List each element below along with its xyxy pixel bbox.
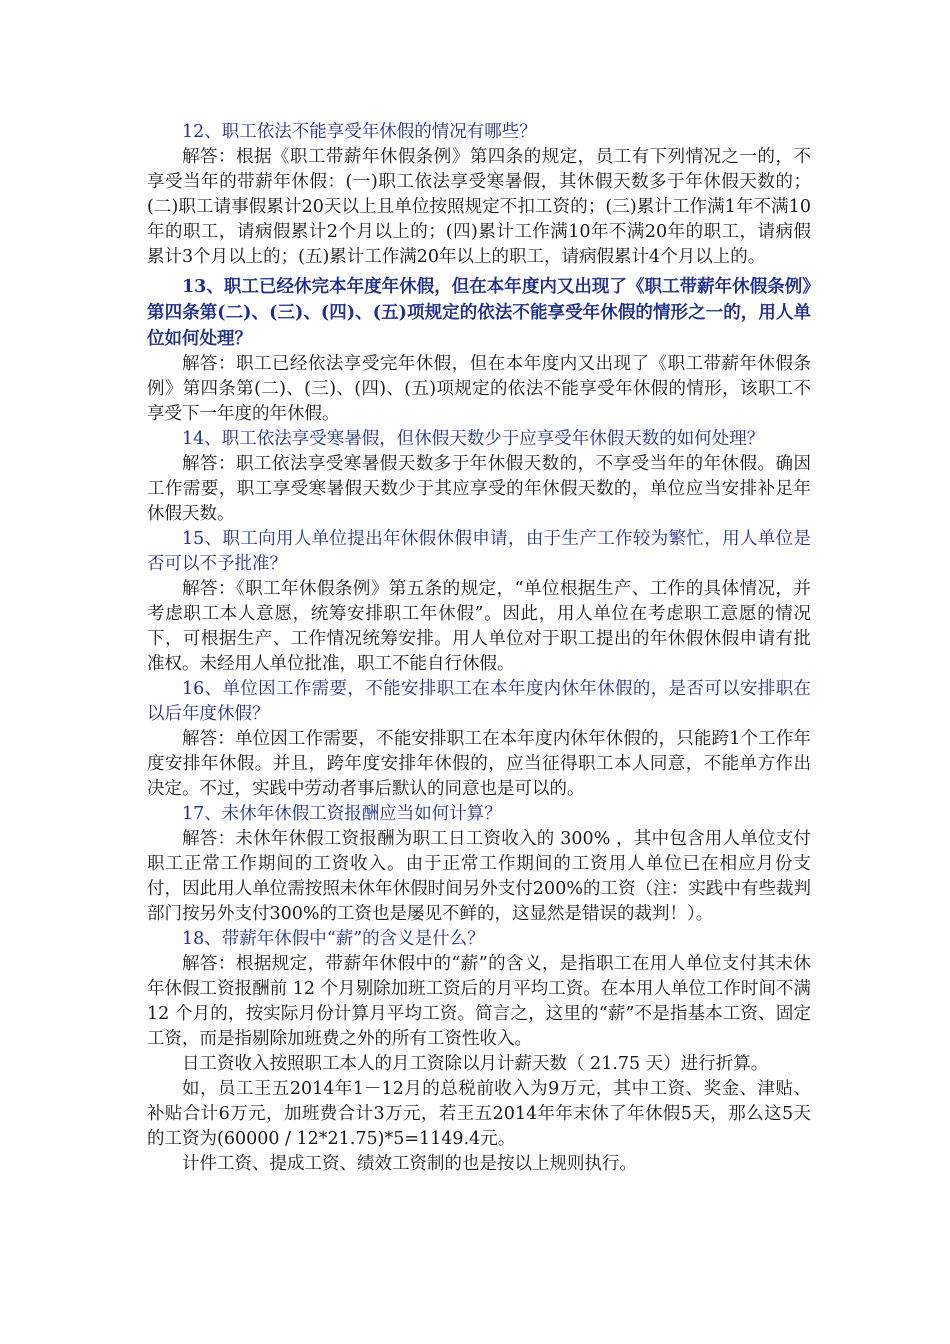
question-13: 13、职工已经休完本年度年休假，但在本年度内又出现了《职工带薪年休假条例》第四条第(二)、(三)、(四)、(五)项规定的依法不能享受年休假的情形之一的，用人单位如何处理？: [147, 277, 811, 349]
answer-18: 解答：根据规定，带薪年休假中的“薪”的含义，是指职工在用人单位支付其未休年休假工资报酬前 12 个月剔除加班工资后的月平均工资。在本用人单位工作时间不满12 个月的，按实际月份计算月平均工资。简言之，这里的“薪”不是指基本工资、固定工资，而是指剔除加班费之外的所有工资性收入。: [147, 954, 811, 1049]
answer-15: 解答：《职工年休假条例》第五条的规定，“单位根据生产、工作的具体情况，并考虑职工本人意愿，统筹安排职工年休假”。因此，用人单位在考虑职工意愿的情况下，可根据生产、工作情况统筹安排。用人单位对于职工提出的年休假休假申请有批准权。未经用人单位批准，职工不能自行休假。: [147, 579, 811, 674]
answer-18-daily-wage-note: 日工资收入按照职工本人的月工资除以月计薪天数（ 21.75 天）进行折算。: [182, 1054, 769, 1074]
answer-13: 解答：职工已经依法享受完年休假，但在本年度内又出现了《职工带薪年休假条例》第四条第(二)、(三)、(四)、(五)项规定的依法不能享受年休假的情形，该职工不享受下一年度的年休假。: [147, 354, 811, 424]
answer-16: 解答：单位因工作需要，不能安排职工在本年度内休年休假的，只能跨1个工作年度安排年休假。并且，跨年度安排年休假的，应当征得职工本人同意，不能单方作出决定。不过，实践中劳动者事后默认的同意也是可以的。: [147, 729, 811, 799]
question-14: 14、职工依法享受寒暑假，但休假天数少于应享受年休假天数的如何处理？: [182, 429, 765, 449]
question-17: 17、未休年休假工资报酬应当如何计算？: [182, 804, 502, 824]
answer-17: 解答：未休年休假工资报酬为职工日工资收入的 300% ，其中包含用人单位支付职工正常工作期间的工资收入。由于正常工作期间的工资用人单位已在相应月份支付，因此用人单位需按照未休年休假时间另外支付200%的工资（注：实践中有些裁判部门按另外支付300%的工资也是屡见不鲜的，这显然是错误的裁判！）。: [147, 829, 811, 924]
question-18: 18、带薪年休假中“薪”的含义是什么？: [182, 929, 485, 949]
question-15: 15、职工向用人单位提出年休假休假申请，由于生产工作较为繁忙，用人单位是否可以不予批准？: [147, 529, 811, 574]
question-16: 16、单位因工作需要，不能安排职工在本年度内休年休假的，是否可以安排职在以后年度休假？: [147, 679, 811, 724]
answer-18-piecework-note: 计件工资、提成工资、绩效工资制的也是按以上规则执行。: [182, 1154, 637, 1174]
answer-18-example: 如，员工王五2014年1－12月的总税前收入为9万元，其中工资、奖金、津贴、补贴合计6万元，加班费合计3万元，若王五2014年年末休了年休假5天，那么这5天的工资为(60000 / 12*21.75)*5=1149.4元。: [147, 1079, 811, 1149]
document-page: [147, 120, 811, 1177]
question-12: 12、职工依法不能享受年休假的情况有哪些？: [182, 122, 537, 142]
answer-14: 解答：职工依法享受寒暑假天数多于年休假天数的，不享受当年的年休假。确因工作需要，职工享受寒暑假天数少于其应享受的年休假天数的，单位应当安排补足年休假天数。: [147, 454, 811, 524]
answer-12: 解答：根据《职工带薪年休假条例》第四条的规定，员工有下列情况之一的，不享受当年的带薪年休假：(一)职工依法享受寒暑假，其休假天数多于年休假天数的；(二)职工请事假累计20天以上且单位按照规定不扣工资的；(三)累计工作满1年不满10年的职工，请病假累计2个月以上的；(四)累计工作满10年不满20年的职工，请病假累计3个月以上的；(五)累计工作满20年以上的职工，请病假累计4个月以上的。: [147, 147, 811, 267]
